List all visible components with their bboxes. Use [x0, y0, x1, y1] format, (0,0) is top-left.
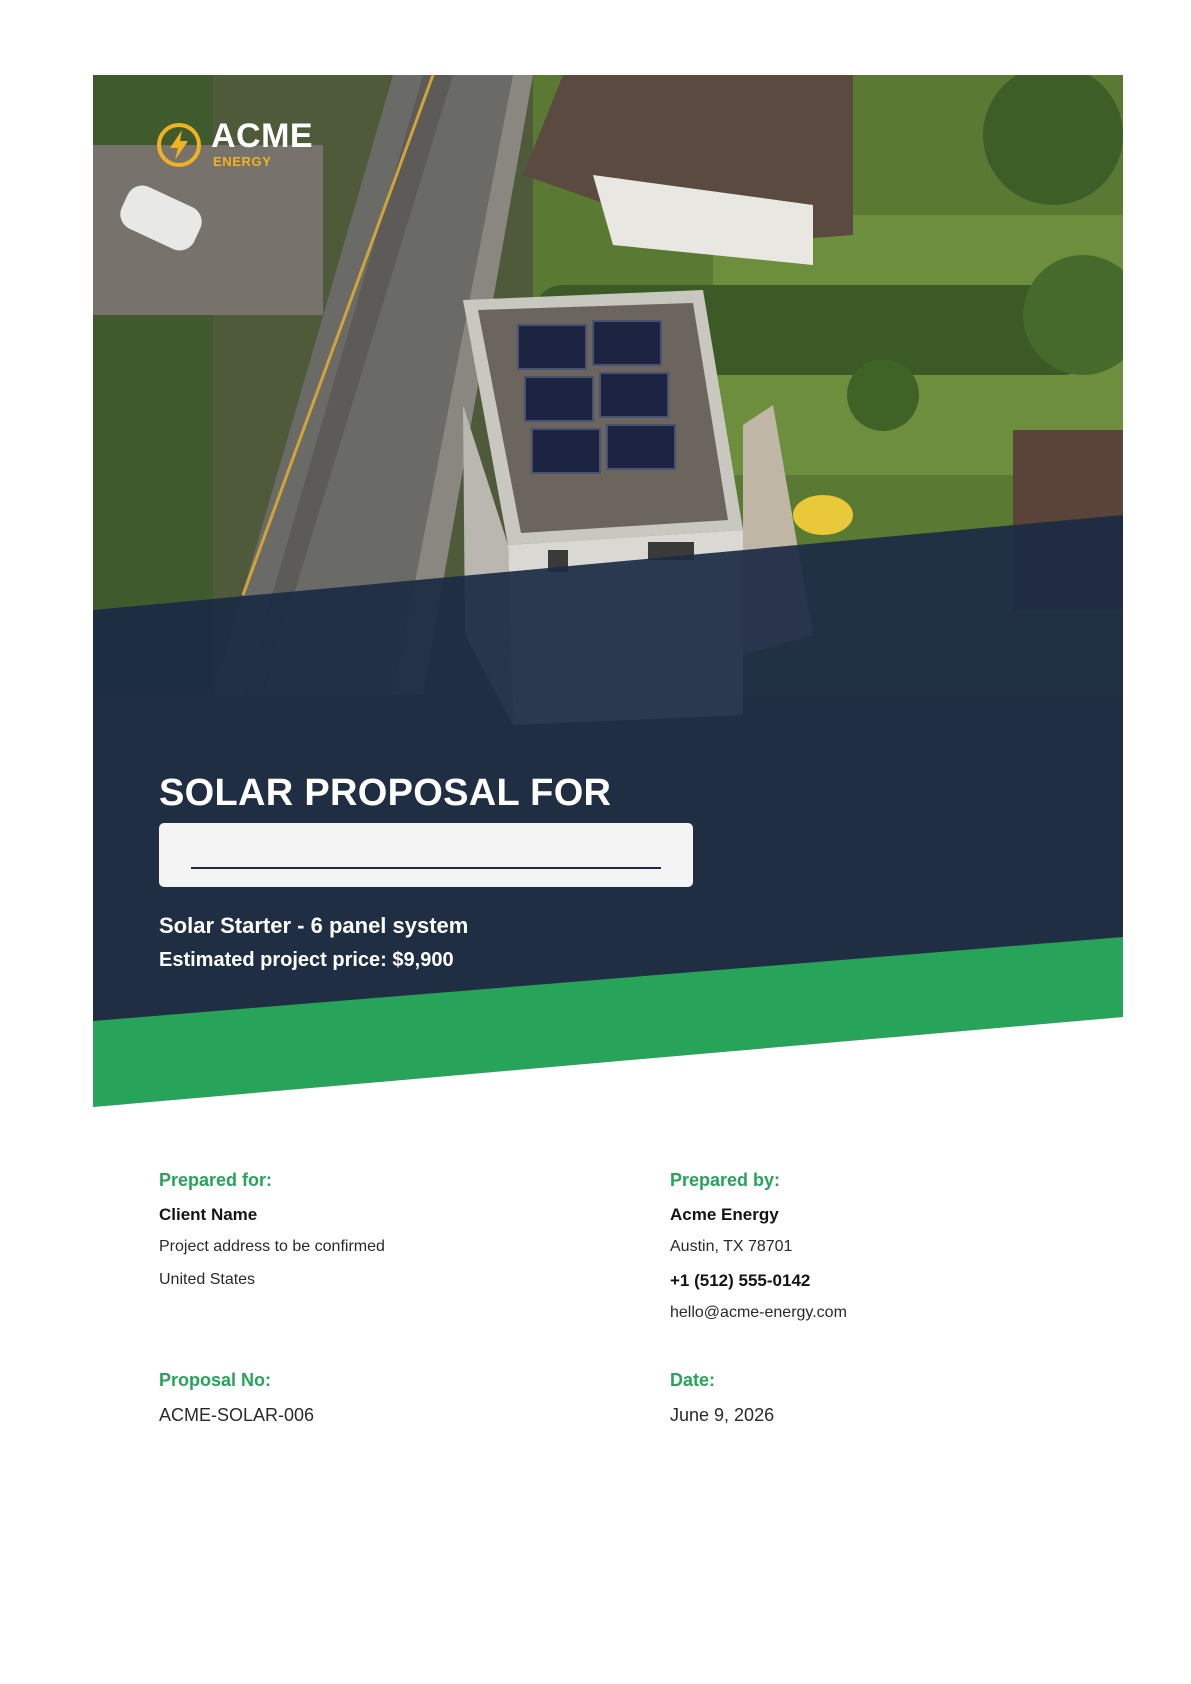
- client-country: United States: [159, 1271, 256, 1288]
- cover-hero: [93, 75, 1123, 1107]
- lightning-bolt-icon: [155, 121, 203, 169]
- client-name-field[interactable]: [159, 823, 693, 887]
- prepared-by-label: Prepared by:: [670, 1170, 781, 1190]
- date-label: Date:: [670, 1370, 716, 1390]
- system-package: Solar Starter - 6 panel system: [159, 913, 469, 938]
- proposal-date: June 9, 2026: [670, 1405, 775, 1425]
- brand-name: ACME: [211, 117, 314, 155]
- client-name: Client Name: [159, 1205, 258, 1224]
- proposal-number: ACME-SOLAR-006: [159, 1405, 315, 1425]
- company-email[interactable]: hello@acme-energy.com: [670, 1304, 847, 1321]
- proposal-title: SOLAR PROPOSAL FOR: [159, 772, 612, 814]
- brand-tagline: ENERGY: [213, 154, 272, 169]
- company-name: Acme Energy: [670, 1205, 779, 1224]
- estimated-price: Estimated project price: $9,900: [159, 949, 454, 971]
- brand-logo: [155, 119, 313, 169]
- company-phone: +1 (512) 555-0142: [670, 1271, 811, 1290]
- company-city: Austin, TX 78701: [670, 1238, 793, 1255]
- client-name-underline: [191, 867, 661, 869]
- proposal-number-label: Proposal No:: [159, 1370, 272, 1390]
- prepared-for-label: Prepared for:: [159, 1170, 273, 1190]
- client-address: Project address to be confirmed: [159, 1238, 385, 1255]
